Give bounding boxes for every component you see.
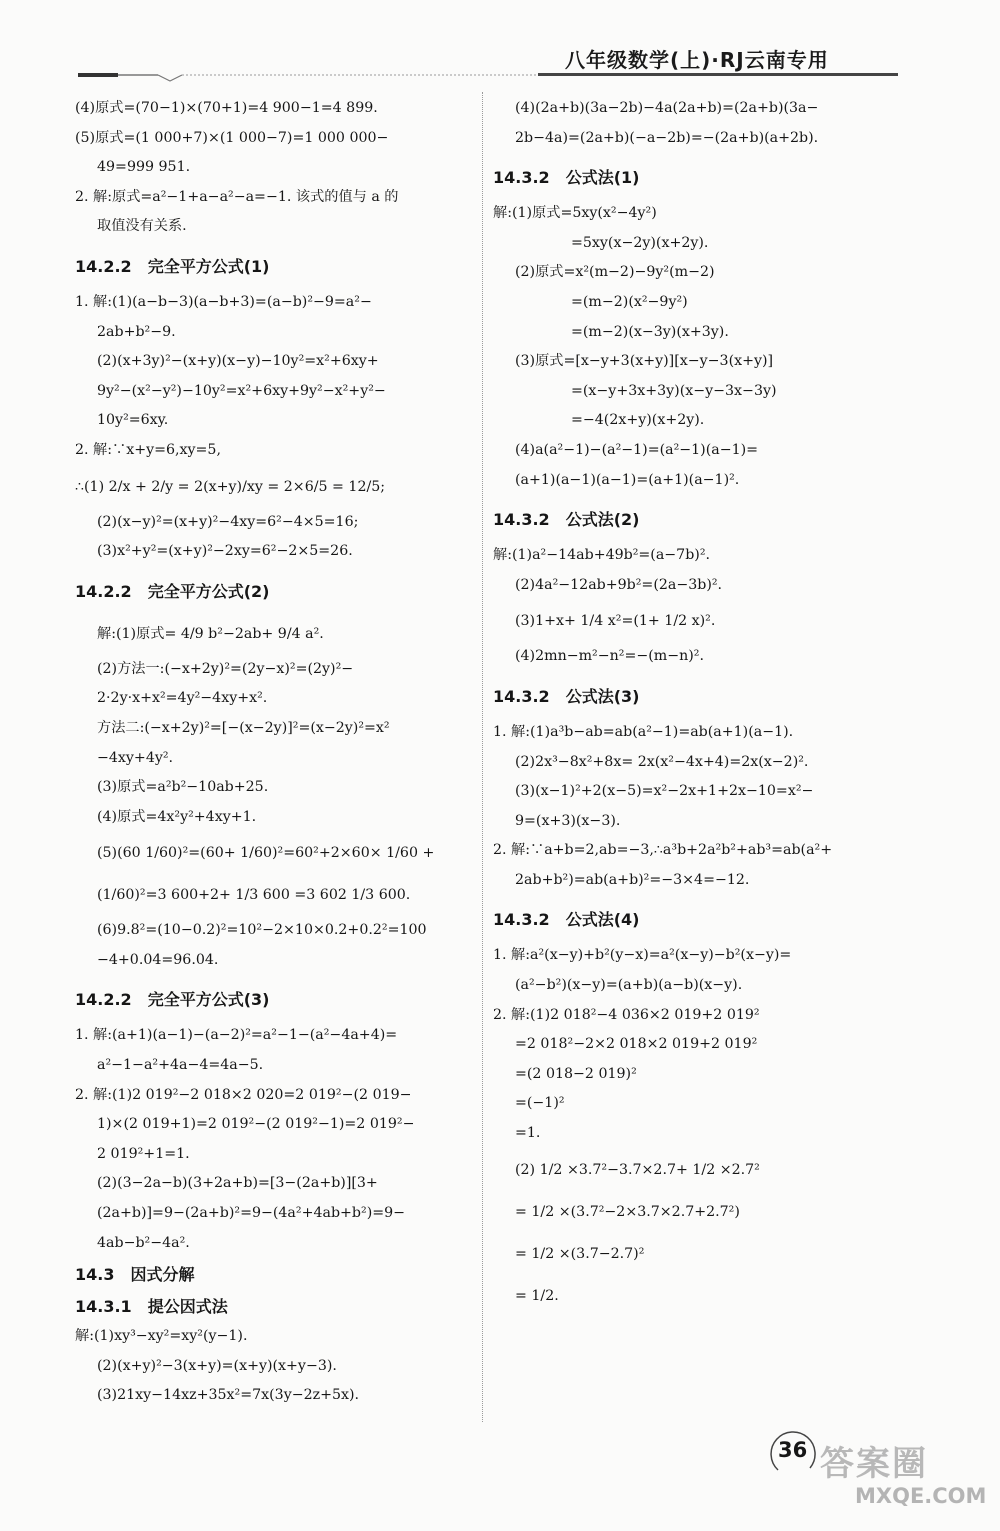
right-text-line: (4)2mn−m²−n²=−(m−n)². bbox=[515, 648, 704, 665]
right-text-line: (2) 1/2 ×3.7²−3.7×2.7+ 1/2 ×2.7² bbox=[515, 1161, 760, 1178]
right-text-line: (2)2x³−8x²+8x= 2x(x²−4x+4)=2x(x−2)². bbox=[515, 753, 809, 770]
right-section-heading: 14.3.2 公式法(3) bbox=[493, 686, 640, 706]
left-text-line: (4)原式=(70−1)×(70+1)=4 900−1=4 899. bbox=[75, 100, 378, 116]
right-text-line: (4)a(a²−1)−(a²−1)=(a²−1)(a−1)= bbox=[515, 441, 759, 458]
right-section-heading: 14.3.2 公式法(1) bbox=[493, 168, 640, 188]
left-section-heading: 14.2.2 完全平方公式(2) bbox=[75, 581, 270, 601]
right-text-line: (3)(x−1)²+2(x−5)=x²−2x+1+2x−10=x²− bbox=[515, 783, 814, 800]
right-text-line: =(2 018−2 019)² bbox=[515, 1065, 637, 1082]
right-text-line: =(−1)² bbox=[515, 1095, 565, 1112]
right-text-line: =(m−2)(x−3y)(x+3y). bbox=[571, 323, 729, 340]
right-text-line: 1. 解:a²(x−y)+b²(y−x)=a²(x−y)−b²(x−y)= bbox=[493, 947, 792, 964]
left-section-heading: 14.2.2 完全平方公式(1) bbox=[75, 256, 270, 276]
right-text-line: = 1/2 ×(3.7²−2×3.7×2.7+2.7²) bbox=[515, 1203, 740, 1220]
left-text-line: 2. 解:(1)2 019²−2 018×2 020=2 019²−(2 019− bbox=[75, 1086, 412, 1103]
left-text-line: 49=999 951. bbox=[97, 159, 191, 176]
left-section-heading: 14.3 因式分解 bbox=[75, 1265, 195, 1285]
right-text-line: 1. 解:(1)a³b−ab=ab(a²−1)=ab(a+1)(a−1). bbox=[493, 723, 794, 740]
left-text-line: (2a+b)]=9−(2a+b)²=9−(4a²+4ab+b²)=9− bbox=[97, 1205, 406, 1222]
left-text-line: 方法二:(−x+2y)²=[−(x−2y)]²=(x−2y)²=x² bbox=[97, 719, 390, 736]
left-text-line: (2)方法一:(−x+2y)²=(2y−x)²=(2y)²− bbox=[97, 660, 354, 677]
right-text-line: (3)1+x+ 1/4 x²=(1+ 1/2 x)². bbox=[515, 613, 716, 630]
left-text-line: 2ab+b²−9. bbox=[97, 323, 176, 340]
left-text-line: 取值没有关系. bbox=[97, 218, 187, 235]
left-text-line: 1)×(2 019+1)=2 019²−(2 019²−1)=2 019²− bbox=[97, 1116, 415, 1133]
header-rule bbox=[78, 70, 898, 82]
left-text-line: −4+0.04=96.04. bbox=[97, 951, 219, 968]
left-text-line: (5)原式=(1 000+7)×(1 000−7)=1 000 000− bbox=[75, 129, 389, 146]
right-text-line: (2)4a²−12ab+9b²=(2a−3b)². bbox=[515, 576, 723, 593]
right-text-line: (2)原式=x²(m−2)−9y²(m−2) bbox=[515, 264, 715, 281]
right-text-line: 2. 解:(1)2 018²−4 036×2 019+2 019² bbox=[493, 1006, 760, 1023]
right-text-line: 9=(x+3)(x−3). bbox=[515, 812, 621, 829]
left-text-line: 4ab−b²−4a². bbox=[97, 1234, 190, 1251]
right-text-line: 2b−4a)=(2a+b)(−a−2b)=−(2a+b)(a+2b). bbox=[515, 129, 819, 146]
right-text-line: =2 018²−2×2 018×2 019+2 019² bbox=[515, 1036, 758, 1053]
page-header-title: 八年级数学(上)·RJ云南专用 bbox=[565, 48, 829, 72]
right-column bbox=[493, 94, 893, 1317]
left-text-line: a²−1−a²+4a−4=4a−5. bbox=[97, 1057, 264, 1074]
right-text-line: (a+1)(a−1)(a−1)=(a+1)(a−1)². bbox=[515, 471, 740, 488]
left-text-line: 1. 解:(1)(a−b−3)(a−b+3)=(a−b)²−9=a²− bbox=[75, 293, 372, 310]
left-text-line: −4xy+4y². bbox=[97, 749, 174, 766]
watermark-site: MXQE.COM bbox=[855, 1484, 987, 1508]
left-text-line: (2)(x+3y)²−(x+y)(x−y)−10y²=x²+6xy+ bbox=[97, 353, 379, 370]
watermark-logo: 答案圈 bbox=[820, 1444, 928, 1484]
left-text-line: 2. 解:原式=a²−1+a−a²−a=−1. 该式的值与 a 的 bbox=[75, 188, 399, 205]
left-text-line: (2)(x−y)²=(x+y)²−4xy=6²−4×5=16; bbox=[97, 513, 359, 530]
right-text-line: = 1/2. bbox=[515, 1287, 559, 1304]
left-text-line: 解:(1)原式= 4/9 b²−2ab+ 9/4 a². bbox=[97, 625, 324, 642]
left-text-line: (6)9.8²=(10−0.2)²=10²−2×10×0.2+0.2²=100 bbox=[97, 922, 427, 939]
left-text-line: (3)21xy−14xz+35x²=7x(3y−2z+5x). bbox=[97, 1387, 360, 1404]
left-text-line: (2)(3−2a−b)(3+2a+b)=[3−(2a+b)][3+ bbox=[97, 1175, 378, 1192]
left-text-line: 解:(1)xy³−xy²=xy²(y−1). bbox=[75, 1328, 248, 1345]
right-text-line: 解:(1)a²−14ab+49b²=(a−7b)². bbox=[493, 547, 711, 564]
right-text-line: 解:(1)原式=5xy(x²−4y²) bbox=[493, 205, 657, 222]
right-section-heading: 14.3.2 公式法(4) bbox=[493, 910, 640, 930]
right-text-line: =−4(2x+y)(x+2y). bbox=[571, 412, 705, 429]
left-text-line: (2)(x+y)²−3(x+y)=(x+y)(x+y−3). bbox=[97, 1357, 337, 1374]
left-text-line: (1/60)²=3 600+2+ 1/3 600 =3 602 1/3 600. bbox=[97, 887, 411, 904]
right-text-line: =5xy(x−2y)(x+2y). bbox=[571, 234, 709, 251]
left-section-heading: 14.3.1 提公因式法 bbox=[75, 1297, 228, 1317]
right-text-line: = 1/2 ×(3.7−2.7)² bbox=[515, 1245, 645, 1262]
right-text-line: 2. 解:∵a+b=2,ab=−3,∴a³b+2a²b²+ab³=ab(a²+ bbox=[493, 842, 833, 859]
left-text-line: 2 019²+1=1. bbox=[97, 1145, 190, 1162]
left-text-line: 2·2y·x+x²=4y²−4xy+x². bbox=[97, 690, 268, 707]
right-text-line: (3)原式=[x−y+3(x+y)][x−y−3(x+y)] bbox=[515, 353, 774, 370]
column-divider bbox=[482, 92, 483, 1422]
page-number: 36 bbox=[778, 1438, 808, 1462]
right-text-line: (a²−b²)(x−y)=(a+b)(a−b)(x−y). bbox=[515, 977, 743, 994]
left-text-line: 2. 解:∵x+y=6,xy=5, bbox=[75, 441, 221, 458]
left-text-line: 1. 解:(a+1)(a−1)−(a−2)²=a²−1−(a²−4a+4)= bbox=[75, 1027, 398, 1044]
right-text-line: (4)(2a+b)(3a−2b)−4a(2a+b)=(2a+b)(3a− bbox=[515, 100, 819, 116]
left-text-line: 10y²=6xy. bbox=[97, 412, 169, 429]
left-column bbox=[75, 94, 475, 1411]
right-text-line: =1. bbox=[515, 1125, 541, 1142]
right-section-heading: 14.3.2 公式法(2) bbox=[493, 510, 640, 530]
right-text-line: =(m−2)(x²−9y²) bbox=[571, 293, 688, 310]
left-text-line: (4)原式=4x²y²+4xy+1. bbox=[97, 808, 257, 825]
right-text-line: =(x−y+3x+3y)(x−y−3x−3y) bbox=[571, 382, 777, 399]
left-text-line: (3)原式=a²b²−10ab+25. bbox=[97, 779, 269, 796]
left-text-line: (5)(60 1/60)²=(60+ 1/60)²=60²+2×60× 1/60 + bbox=[97, 845, 435, 862]
left-text-line: (3)x²+y²=(x+y)²−2xy=6²−2×5=26. bbox=[97, 543, 353, 560]
left-text-line: ∴(1) 2/x + 2/y = 2(x+y)/xy = 2×6/5 = 12/5; bbox=[75, 478, 386, 495]
left-section-heading: 14.2.2 完全平方公式(3) bbox=[75, 990, 270, 1010]
right-text-line: 2ab+b²)=ab(a+b)²=−3×4=−12. bbox=[515, 871, 750, 888]
left-text-line: 9y²−(x²−y²)−10y²=x²+6xy+9y²−x²+y²− bbox=[97, 382, 386, 399]
